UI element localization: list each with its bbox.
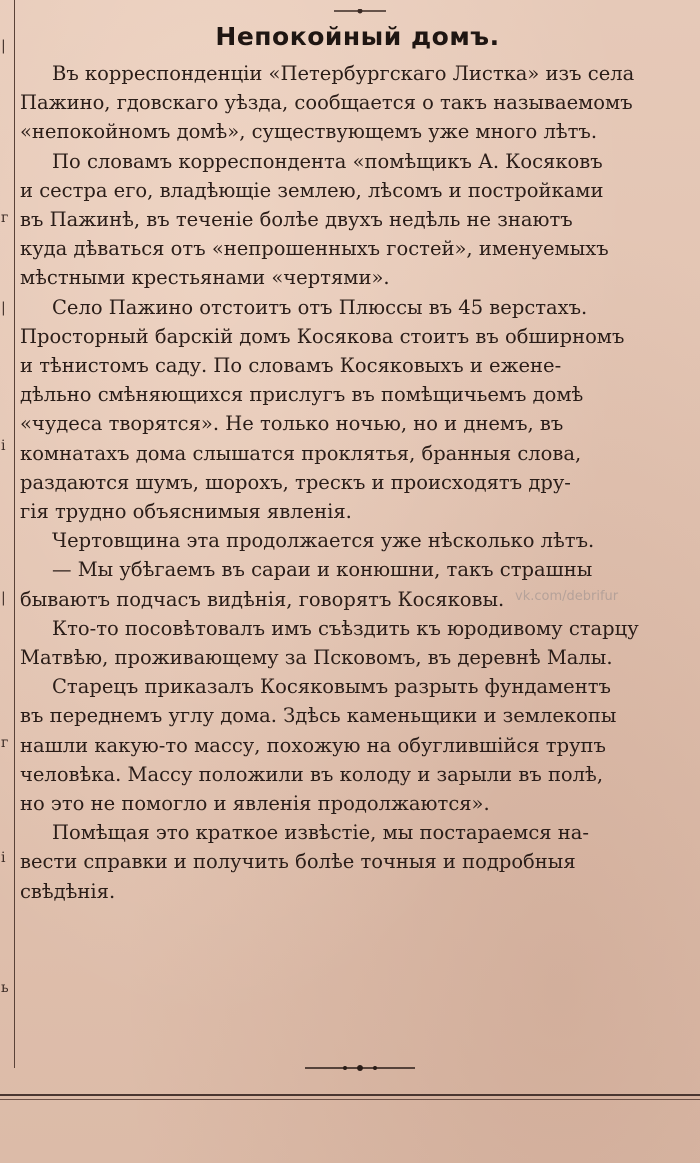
text-line: бываютъ подчасъ видѣнія, говорятъ Косяковы. (20, 587, 505, 611)
text-line: Матвѣю, проживающему за Псковомъ, въ деревнѣ Малы. (20, 646, 613, 670)
text-line: комнатахъ дома слышатся проклятья, бранныя слова, (20, 441, 582, 465)
text-line: Старецъ приказалъ Косяковымъ разрыть фундаментъ (52, 675, 611, 699)
text-line: раздаются шумъ, шорохъ, трескъ и происходятъ дру- (20, 470, 571, 494)
watermark: vk.com/debrifur (515, 589, 619, 604)
text-line: въ Пажинѣ, въ теченіе болѣе двухъ недѣль не знаютъ (20, 208, 573, 232)
article-title: Непокойный домъ. (215, 22, 500, 51)
text-line: По словамъ корреспондента «помѣщикъ А. Косяковъ (52, 149, 603, 173)
text-line: Пажино, гдовскаго уѣзда, сообщается о такъ называемомъ (20, 91, 633, 115)
end-ornament (305, 1059, 415, 1071)
column-divider (14, 0, 15, 1068)
text-line: Кто-то посовѣтовалъ имъ съѣздить къ юродивому старцу (52, 616, 639, 640)
text-line: куда дѣваться отъ «непрошенныхъ гостей», именуемыхъ (20, 237, 609, 261)
text-line: гія трудно объяснимыя явленія. (20, 500, 352, 524)
text-line: человѣка. Массу положили въ колоду и зарыли въ полѣ, (20, 762, 604, 786)
article (20, 22, 695, 906)
text-line: и тѣнистомъ саду. По словамъ Косяковыхъ и еженe- (20, 354, 562, 378)
bottom-rule-thin (0, 1099, 700, 1100)
bottom-rule (0, 1094, 700, 1096)
text-line: нашли какую-то массу, похожую на обуглившійся трупъ (20, 733, 606, 757)
text-line: Просторный барскій домъ Косякова стоитъ въ обширномъ (20, 324, 625, 348)
left-column-edge: | г | і | г і ь (1, 38, 9, 996)
text-line: свѣдѣнія. (20, 879, 116, 903)
text-line: «чудеса творятся». Не только ночью, но и днемъ, въ (20, 412, 564, 436)
text-line: въ переднемъ углу дома. Здѣсь каменьщики и землекопы (20, 704, 617, 728)
top-ornament (330, 0, 390, 6)
text-line: Чертовщина эта продолжается уже нѣсколько лѣтъ. (52, 529, 595, 553)
text-line: вести справки и получить болѣе точныя и подробныя (20, 850, 576, 874)
text-line: Помѣщая это краткое извѣстіе, мы постараемся на- (52, 821, 589, 845)
text-line: дѣльно смѣняющихся прислугъ въ помѣщичьемъ домѣ (20, 383, 584, 407)
text-line: но это не помогло и явленія продолжаются». (20, 792, 490, 816)
text-line: мѣстными крестьянами «чертями». (20, 266, 390, 290)
text-line: Въ корреспонденціи «Петербургскаго Листка» изъ села (52, 62, 635, 85)
text-line: «непокойномъ домѣ», существующемъ уже много лѣтъ. (20, 120, 598, 144)
article-body (20, 59, 695, 906)
text-line: и сестра его, владѣющіе землею, лѣсомъ и постройками (20, 178, 604, 202)
text-line: Село Пажино отстоитъ отъ Плюссы въ 45 верстахъ. (52, 295, 588, 319)
text-line: — Мы убѣгаемъ въ сараи и конюшни, такъ страшны (52, 558, 593, 582)
